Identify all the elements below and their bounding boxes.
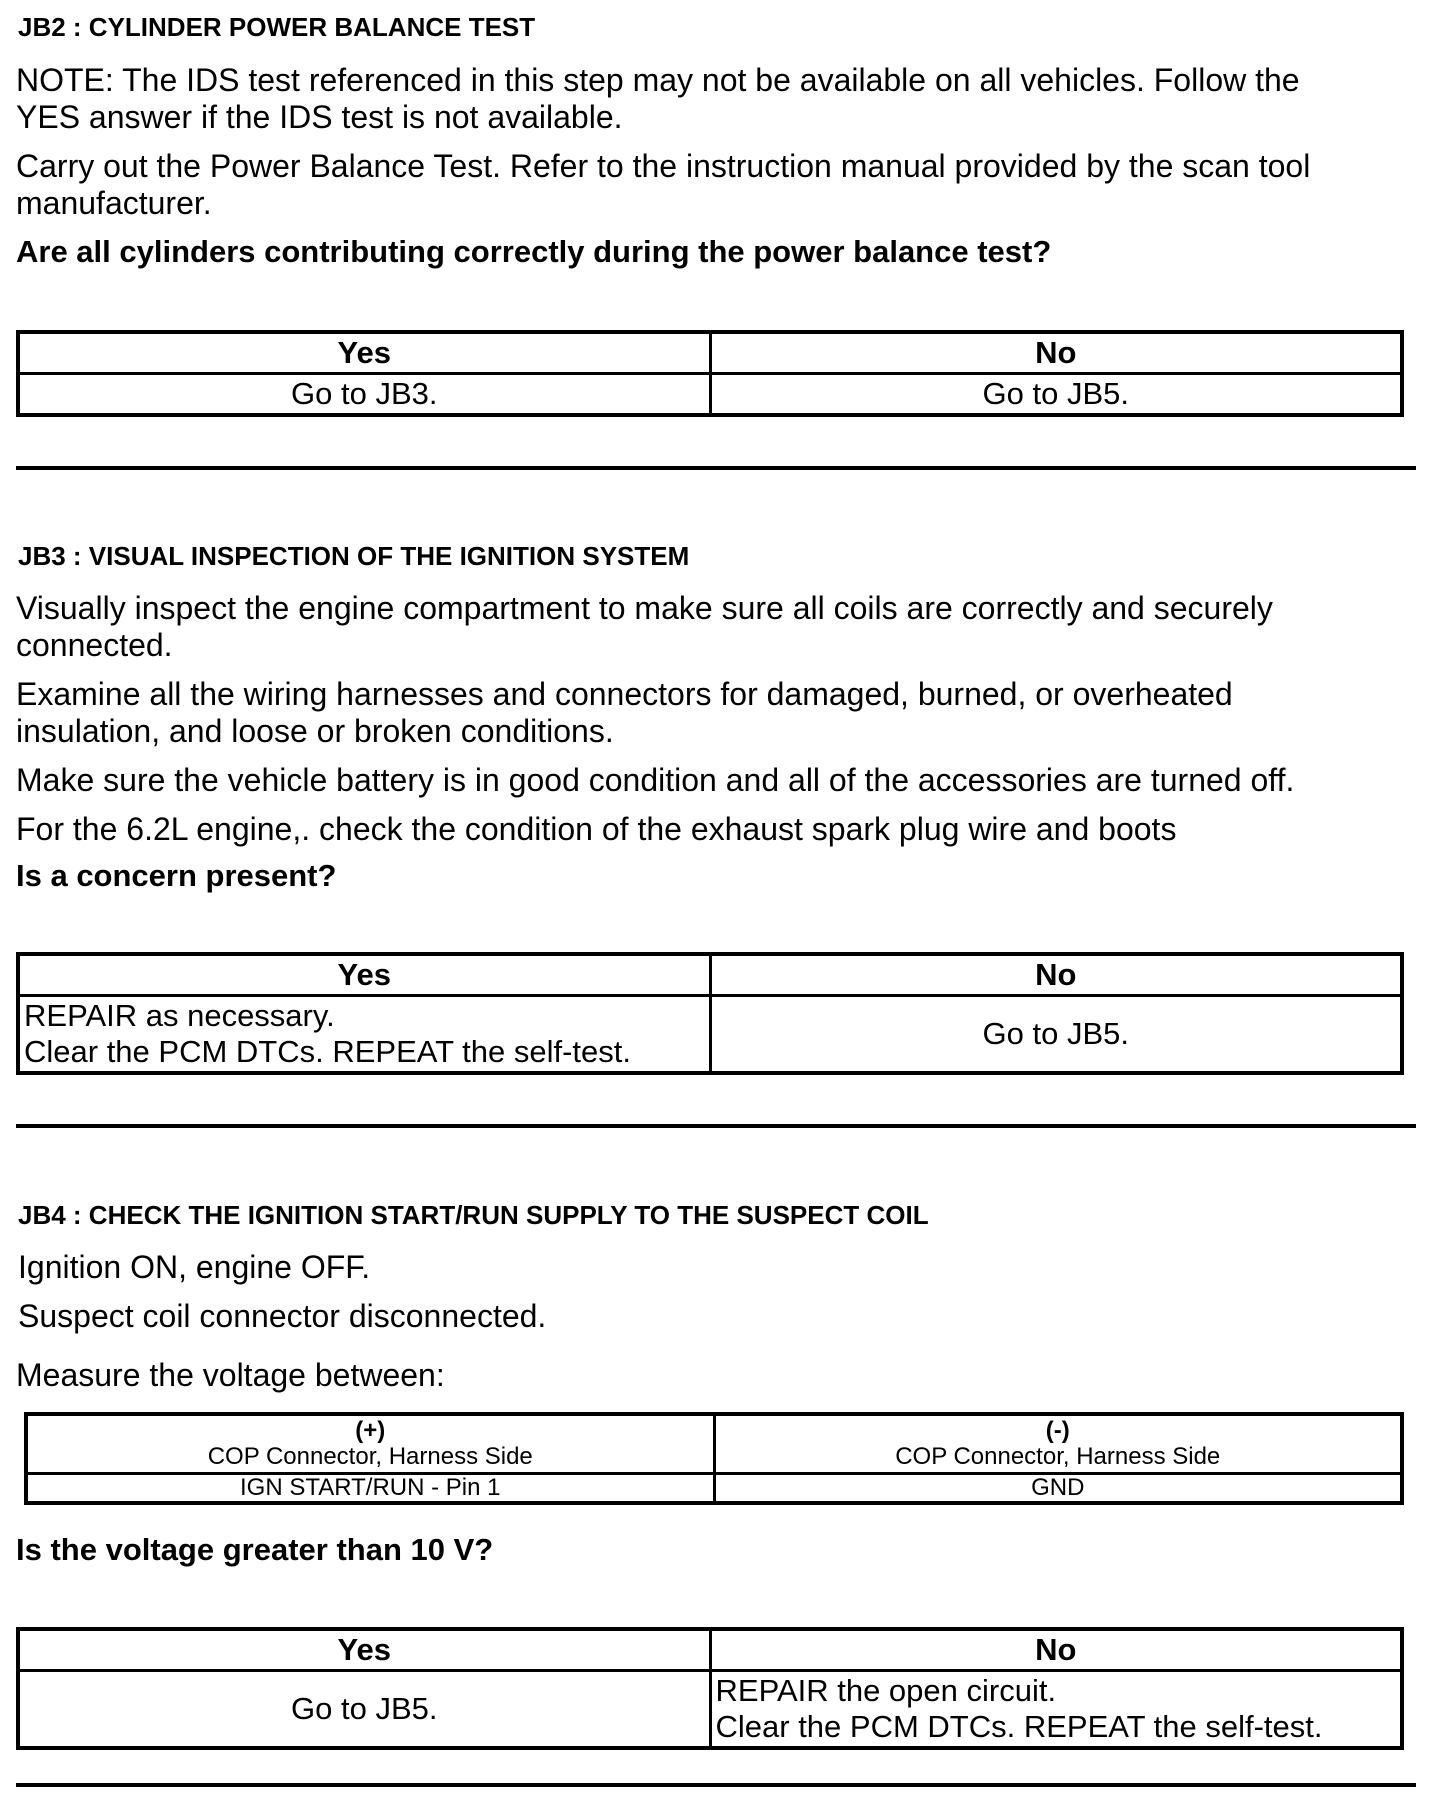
jb2-no-action: Go to JB5. xyxy=(710,374,1402,416)
jb2-heading: JB2 : CYLINDER POWER BALANCE TEST xyxy=(18,12,536,42)
jb2-note xyxy=(16,62,1300,136)
jb4-heading: JB4 : CHECK THE IGNITION START/RUN SUPPLY TO THE SUSPECT COIL xyxy=(18,1200,929,1230)
measure-negative-header xyxy=(714,1414,1402,1474)
measure-positive-label: COP Connector, Harness Side xyxy=(207,1443,533,1470)
jb4-question: Is the voltage greater than 10 V? xyxy=(16,1532,494,1567)
jb3-para-3: Make sure the vehicle battery is in good condition and all of the accessories are turned off. xyxy=(16,762,1295,798)
section-divider xyxy=(16,466,1416,470)
jb4-para-3: Measure the voltage between: xyxy=(16,1357,445,1393)
jb3-para-1-line1: Visually inspect the engine compartment to make sure all coils are correctly and securely xyxy=(16,590,1273,626)
jb4-no-action-line2: Clear the PCM DTCs. REPEAT the self-test. xyxy=(715,1709,1323,1744)
jb4-yes-action: Go to JB5. xyxy=(18,1671,710,1749)
jb4-no-action xyxy=(710,1671,1402,1749)
jb2-note-line2: YES answer if the IDS test is not available. xyxy=(16,99,623,135)
jb3-question: Is a concern present? xyxy=(16,858,337,893)
jb4-no-header: No xyxy=(710,1629,1402,1671)
jb2-question: Are all cylinders contributing correctly during the power balance test? xyxy=(16,234,1052,269)
jb2-instruction xyxy=(16,148,1310,222)
jb2-yes-action: Go to JB3. xyxy=(18,374,710,416)
jb3-para-2 xyxy=(16,676,1233,750)
jb3-para-2-line1: Examine all the wiring harnesses and connectors for damaged, burned, or overheated xyxy=(16,676,1233,712)
jb3-heading: JB3 : VISUAL INSPECTION OF THE IGNITION SYSTEM xyxy=(18,541,690,571)
measure-positive-value: IGN START/RUN - Pin 1 xyxy=(26,1474,714,1504)
jb4-para-1: Ignition ON, engine OFF. xyxy=(18,1249,371,1285)
measure-positive-header xyxy=(26,1414,714,1474)
section-divider xyxy=(16,1783,1416,1787)
jb3-para-4: For the 6.2L engine,. check the condition of the exhaust spark plug wire and boots xyxy=(16,811,1177,847)
jb2-instruction-line2: manufacturer. xyxy=(16,185,212,221)
jb2-yes-header: Yes xyxy=(18,332,710,374)
jb4-answer-table xyxy=(16,1627,1404,1750)
jb4-no-action-line1: REPAIR the open circuit. xyxy=(715,1673,1057,1708)
jb3-yes-header: Yes xyxy=(18,954,710,996)
jb3-para-2-line2: insulation, and loose or broken conditions. xyxy=(16,713,614,749)
jb4-measure-table xyxy=(24,1412,1404,1505)
measure-negative-sign: (-) xyxy=(1045,1417,1070,1444)
jb2-instruction-line1: Carry out the Power Balance Test. Refer to the instruction manual provided by the scan tool xyxy=(16,148,1311,184)
jb2-answer-table xyxy=(16,330,1404,417)
measure-negative-value: GND xyxy=(714,1474,1402,1504)
measure-positive-sign: (+) xyxy=(355,1417,386,1444)
jb4-para-2: Suspect coil connector disconnected. xyxy=(18,1298,547,1334)
measure-negative-label: COP Connector, Harness Side xyxy=(895,1443,1221,1470)
section-divider xyxy=(16,1124,1416,1128)
jb3-yes-action-line1: REPAIR as necessary. xyxy=(24,998,335,1033)
jb3-no-action: Go to JB5. xyxy=(710,996,1402,1074)
jb3-yes-action xyxy=(18,996,710,1074)
jb4-yes-header: Yes xyxy=(18,1629,710,1671)
jb2-no-header: No xyxy=(710,332,1402,374)
jb3-answer-table xyxy=(16,952,1404,1075)
jb3-para-1 xyxy=(16,590,1273,664)
jb3-para-1-line2: connected. xyxy=(16,627,173,663)
jb2-note-line1: NOTE: The IDS test referenced in this step may not be available on all vehicles. Follow the xyxy=(16,62,1300,98)
jb3-yes-action-line2: Clear the PCM DTCs. REPEAT the self-test. xyxy=(24,1034,631,1069)
jb3-no-header: No xyxy=(710,954,1402,996)
